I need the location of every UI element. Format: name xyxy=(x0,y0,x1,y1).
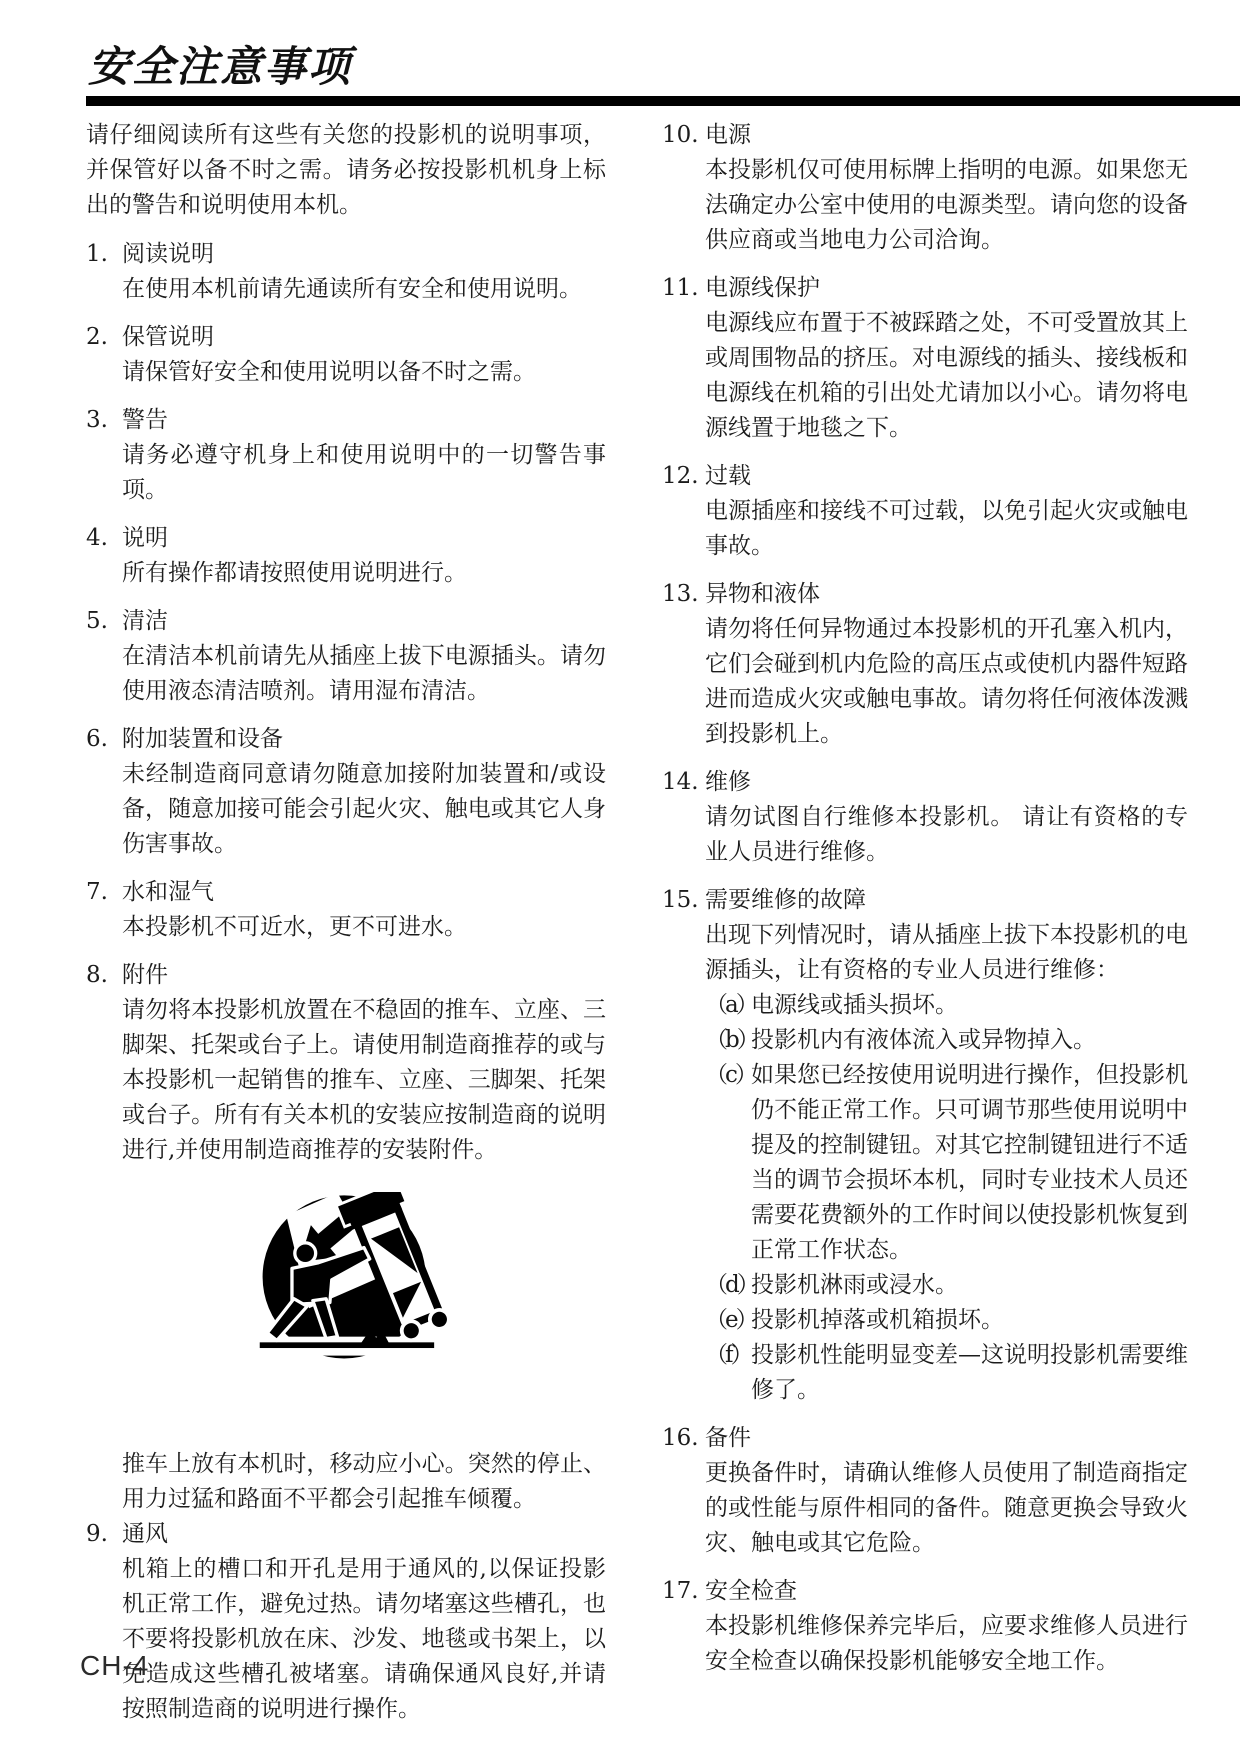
subitem-text: 电源线或插头损坏。 xyxy=(751,992,958,1018)
item-body: 请勿将本投影机放置在不稳固的推车、立座、三脚架、托架或台子上。请使用制造商推荐的或与本投影机一起销售的推车、立座、三脚架、托架或台子。所有有关本机的安装应按制造商的说明进行,并使用制造商推荐的安装附件。 xyxy=(122,997,606,1163)
item-body: 电源插座和接线不可过载，以免引起火灾或触电事故。 xyxy=(705,498,1188,559)
item-heading: 清洁 xyxy=(122,608,168,634)
safety-item-8 xyxy=(86,958,606,1168)
item-number: 14. xyxy=(662,769,699,795)
item-number: 11. xyxy=(662,275,699,301)
safety-item-6 xyxy=(86,722,606,862)
item-body: 所有操作都请按照使用说明进行。 xyxy=(122,560,467,586)
safety-item-9 xyxy=(86,1517,606,1727)
safety-item-11 xyxy=(662,271,1188,446)
page-number: CH-4 xyxy=(80,1650,150,1681)
subitem-marker: （e） xyxy=(705,1307,756,1333)
safety-item-4 xyxy=(86,521,606,591)
item-heading: 阅读说明 xyxy=(122,241,214,267)
item-heading: 警告 xyxy=(122,407,168,433)
item-heading: 说明 xyxy=(122,525,168,551)
safety-item-14 xyxy=(662,765,1188,870)
safety-item-5 xyxy=(86,604,606,709)
safety-item-13 xyxy=(662,577,1188,752)
safety-items-10-17 xyxy=(662,118,1188,1679)
item-heading: 保管说明 xyxy=(122,324,214,350)
item-body: 在使用本机前请先通读所有安全和使用说明。 xyxy=(122,276,582,302)
safety-item-7 xyxy=(86,875,606,945)
item-number: 2. xyxy=(86,324,108,350)
item-number: 5. xyxy=(86,608,108,634)
item-body: 更换备件时，请确认维修人员使用了制造商指定的或性能与原件相同的备件。随意更换会导致火灾、触电或其它危险。 xyxy=(705,1460,1188,1556)
item-body: 请勿试图自行维修本投影机。 请让有资格的专业人员进行维修。 xyxy=(705,804,1188,865)
service-condition-f xyxy=(705,1338,1188,1408)
item-heading: 通风 xyxy=(122,1521,168,1547)
item-heading: 水和湿气 xyxy=(122,879,214,905)
subitem-marker: （b） xyxy=(705,1027,757,1053)
safety-item-3 xyxy=(86,403,606,508)
subitem-marker: （f） xyxy=(705,1342,751,1368)
item-number: 8. xyxy=(86,962,108,988)
item-body: 请务必遵守机身上和使用说明中的一切警告事项。 xyxy=(122,442,606,503)
item-number: 9. xyxy=(86,1521,108,1547)
cart-warning-caption: 推车上放有本机时，移动应小心。突然的停止、用力过猛和路面不平都会引起推车倾覆。 xyxy=(122,1451,606,1512)
item-body: 请保管好安全和使用说明以备不时之需。 xyxy=(122,359,536,385)
subitem-text: 投影机淋雨或浸水。 xyxy=(751,1272,958,1298)
subitem-marker: （d） xyxy=(705,1272,757,1298)
item-body: 未经制造商同意请勿随意加接附加装置和/或设备，随意加接可能会引起火灾、触电或其它人身伤害事故。 xyxy=(122,761,606,857)
item-body: 请勿将任何异物通过本投影机的开孔塞入机内，它们会碰到机内危险的高压点或使机内器件短路进而造成火灾或触电事故。请勿将任何液体泼溅到投影机上。 xyxy=(705,616,1188,747)
service-condition-c xyxy=(705,1058,1188,1268)
subitem-text: 投影机内有液体流入或异物掉入。 xyxy=(751,1027,1096,1053)
left-column xyxy=(86,118,606,1727)
safety-item-1 xyxy=(86,237,606,307)
item-body: 本投影机不可近水，更不可进水。 xyxy=(122,914,467,940)
service-condition-d xyxy=(705,1268,1188,1303)
item-heading: 附件 xyxy=(122,962,168,988)
subitem-marker: （a） xyxy=(705,992,756,1018)
item-heading: 过载 xyxy=(705,463,751,489)
item-body: 出现下列情况时，请从插座上拔下本投影机的电源插头，让有资格的专业人员进行维修： xyxy=(705,922,1188,983)
item-number: 1. xyxy=(86,241,108,267)
safety-items-1-9 xyxy=(86,237,606,1168)
item-heading: 维修 xyxy=(705,769,751,795)
service-condition-b xyxy=(705,1023,1188,1058)
subitem-text: 如果您已经按使用说明进行操作，但投影机仍不能正常工作。只可调节那些使用说明中提及的控制键钮。对其它控制键钮进行不适当的调节会损坏本机，同时专业技术人员还需要花费额外的工作时间以使投影机恢复到正常工作状态。 xyxy=(751,1062,1188,1263)
item-heading: 附加装置和设备 xyxy=(122,726,283,752)
safety-item-17 xyxy=(662,1574,1188,1679)
service-condition-a xyxy=(705,988,1188,1023)
safety-item-15 xyxy=(662,883,1188,1408)
item-body: 本投影机维修保养完毕后，应要求维修人员进行安全检查以确保投影机能够安全地工作。 xyxy=(705,1613,1188,1674)
safety-item-16 xyxy=(662,1421,1188,1561)
item-number: 10. xyxy=(662,122,699,148)
subitem-marker: （c） xyxy=(705,1062,755,1088)
item-heading: 需要维修的故障 xyxy=(705,887,866,913)
item-body: 机箱上的槽口和开孔是用于通风的,以保证投影机正常工作，避免过热。请勿堵塞这些槽孔，也不要将投影机放在床、沙发、地毯或书架上，以免造成这些槽孔被堵塞。请确保通风良好,并请按照制造商的说明进行操作。 xyxy=(122,1556,606,1722)
item-number: 13. xyxy=(662,581,699,607)
intro-paragraph: 请仔细阅读所有这些有关您的投影机的说明事项，并保管好以备不时之需。请务必按投影机机身上标出的警告和说明使用本机。 xyxy=(86,122,606,218)
item-heading: 安全检查 xyxy=(705,1578,797,1604)
item-number: 3. xyxy=(86,407,108,433)
item-number: 6. xyxy=(86,726,108,752)
safety-item-9-list xyxy=(86,1517,606,1727)
item-body: 本投影机仅可使用标牌上指明的电源。如果您无法确定办公室中使用的电源类型。请向您的设备供应商或当地电力公司洽询。 xyxy=(705,157,1188,253)
item-body: 在清洁本机前请先从插座上拔下电源插头。请勿使用液态清洁喷剂。请用湿布清洁。 xyxy=(122,643,606,704)
item-heading: 电源线保护 xyxy=(705,275,820,301)
item-body: 电源线应布置于不被踩踏之处，不可受置放其上或周围物品的挤压。对电源线的插头、接线板和电源线在机箱的引出处尤请加以小心。请勿将电源线置于地毯之下。 xyxy=(705,310,1188,441)
item-number: 17. xyxy=(662,1578,699,1604)
item-number: 16. xyxy=(662,1425,699,1451)
item-heading: 电源 xyxy=(705,122,751,148)
page-title: 安全注意事项 xyxy=(88,42,353,91)
right-column xyxy=(662,118,1188,1727)
subitem-text: 投影机性能明显变差—这说明投影机需要维修了。 xyxy=(751,1342,1188,1403)
item-heading: 备件 xyxy=(705,1425,751,1451)
safety-item-12 xyxy=(662,459,1188,564)
cart-warning-figure xyxy=(86,1192,606,1389)
item-number: 15. xyxy=(662,887,699,913)
title-rule xyxy=(86,96,1240,106)
safety-item-10 xyxy=(662,118,1188,258)
service-condition-e xyxy=(705,1303,1188,1338)
item-number: 4. xyxy=(86,525,108,551)
service-conditions-list xyxy=(705,988,1188,1408)
cart-tipping-warning-icon xyxy=(237,1192,455,1378)
item-number: 7. xyxy=(86,879,108,905)
item-number: 12. xyxy=(662,463,699,489)
subitem-text: 投影机掉落或机箱损坏。 xyxy=(751,1307,1004,1333)
safety-item-2 xyxy=(86,320,606,390)
two-column-layout xyxy=(86,118,1188,1727)
item-heading: 异物和液体 xyxy=(705,581,820,607)
